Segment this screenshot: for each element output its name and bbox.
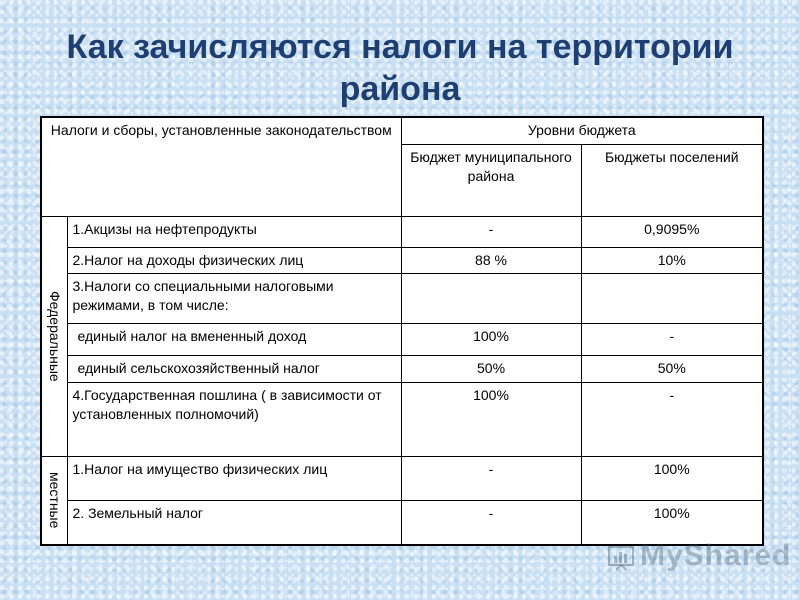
tax-name: 2. Земельный налог <box>67 500 401 545</box>
table-row <box>41 456 763 500</box>
municipal-value: 100% <box>401 323 581 355</box>
page-title <box>0 26 800 110</box>
settlements-value: 0,9095% <box>581 216 763 247</box>
table-row <box>41 355 763 382</box>
settlements-value: 50% <box>581 355 763 382</box>
watermark-text: MyShared <box>640 539 792 572</box>
header-municipal-budget: Бюджет муниципального района <box>401 144 581 216</box>
title-line-2: района <box>339 70 461 108</box>
header-budget-levels: Уровни бюджета <box>401 117 763 144</box>
group-label-federal: Федеральные <box>41 216 67 456</box>
table-row <box>41 216 763 247</box>
header-settlements-budget: Бюджеты поселений <box>581 144 763 216</box>
table-row <box>41 323 763 355</box>
tax-name: 1.Акцизы на нефтепродукты <box>67 216 401 247</box>
title-line-1: Как зачисляются налоги на территории <box>66 28 734 66</box>
municipal-value <box>401 273 581 323</box>
municipal-value: 50% <box>401 355 581 382</box>
tax-name: 4.Государственная пошлина ( в зависимости от установленных полномочий) <box>67 382 401 456</box>
table-row <box>41 273 763 323</box>
tax-name: единый сельскохозяйственный налог <box>67 355 401 382</box>
tax-name: 1.Налог на имущество физических лиц <box>67 456 401 500</box>
municipal-value: 100% <box>401 382 581 456</box>
municipal-value: 88 % <box>401 247 581 273</box>
municipal-value: - <box>401 456 581 500</box>
tax-name: единый налог на вмененный доход <box>67 323 401 355</box>
tax-name: 2.Налог на доходы физических лиц <box>67 247 401 273</box>
tax-name: 3.Налоги со специальными налоговыми режимами, в том числе: <box>67 273 401 323</box>
tax-distribution-table <box>40 116 764 546</box>
settlements-value: 100% <box>581 500 763 545</box>
table-row <box>41 382 763 456</box>
settlements-value <box>581 273 763 323</box>
group-label-local: местные <box>41 456 67 545</box>
chart-logo-icon <box>606 541 636 571</box>
watermark <box>606 538 791 574</box>
header-row <box>41 117 763 144</box>
settlements-value: 100% <box>581 456 763 500</box>
table-row <box>41 247 763 273</box>
settlements-value: 10% <box>581 247 763 273</box>
settlements-value: - <box>581 323 763 355</box>
municipal-value: - <box>401 500 581 545</box>
settlements-value: - <box>581 382 763 456</box>
municipal-value: - <box>401 216 581 247</box>
header-taxes: Налоги и сборы, установленные законодательством <box>41 117 401 216</box>
